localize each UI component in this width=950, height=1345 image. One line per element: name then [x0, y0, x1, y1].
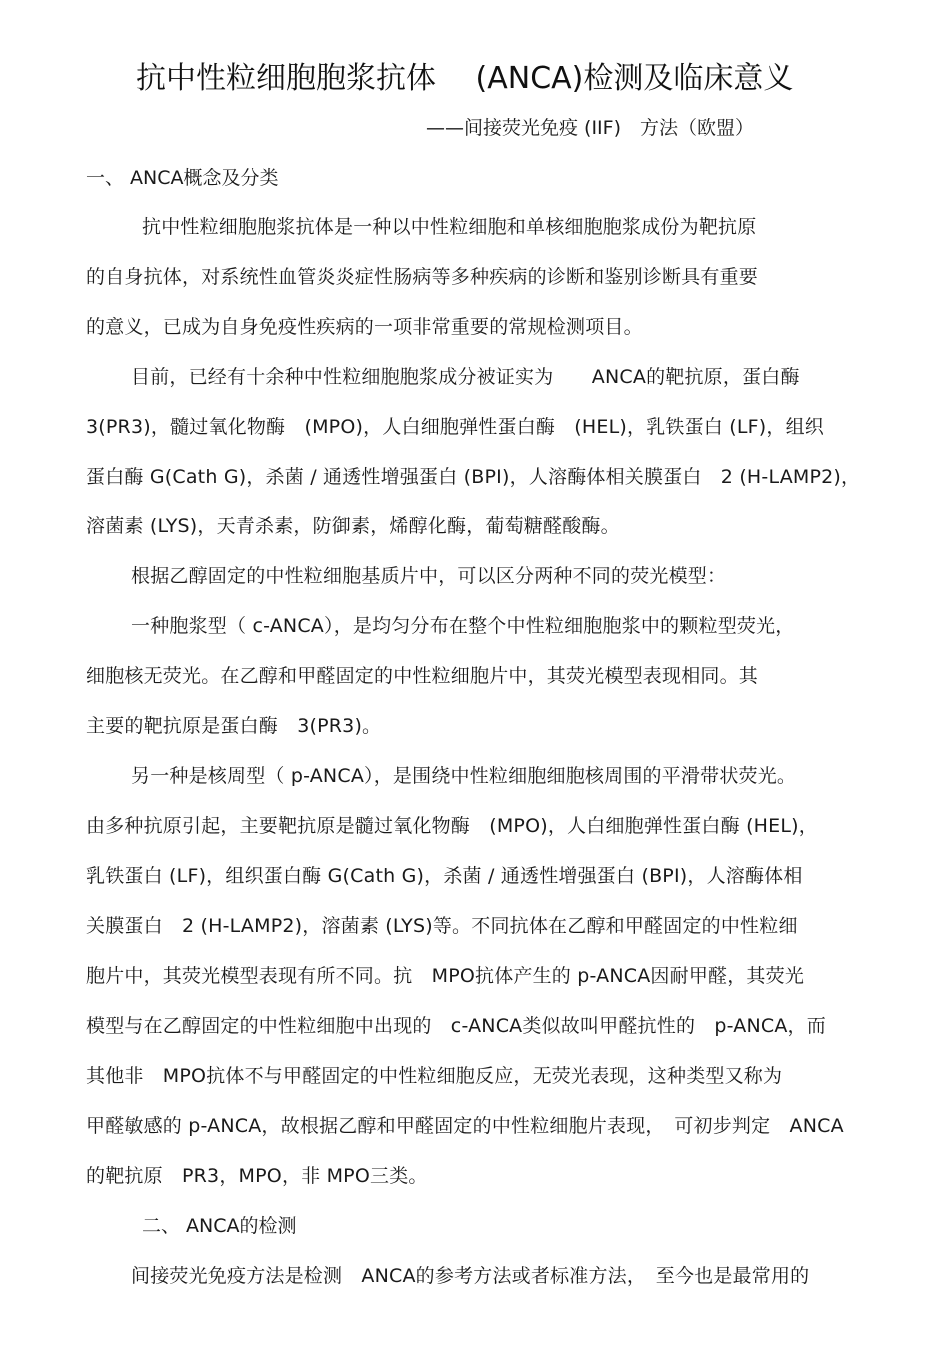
- paragraph-line: 乳铁蛋白 (LF)，组织蛋白酶 G(Cath G)，杀菌 / 通透性增强蛋白 (BPI)，人溶酶体相: [86, 865, 803, 887]
- paragraph-line: 的自身抗体，对系统性血管炎炎症性肠病等多种疾病的诊断和鉴别诊断具有重要: [86, 266, 759, 288]
- paragraph-line: 溶菌素 (LYS)，天青杀素，防御素，烯醇化酶，葡萄糖醛酸酶。: [86, 515, 620, 537]
- paragraph-line: 一种胞浆型（ c-ANCA），是均匀分布在整个中性粒细胞胞浆中的颗粒型荧光，: [131, 615, 795, 637]
- paragraph-line: 的靶抗原 PR3，MPO，非 MPO三类。: [86, 1165, 428, 1187]
- paragraph-line: 的意义，已成为自身免疫性疾病的一项非常重要的常规检测项目。: [86, 316, 643, 338]
- paragraph-line: 细胞核无荧光。在乙醇和甲醛固定的中性粒细胞片中，其荧光模型表现相同。其: [86, 665, 759, 687]
- paragraph-line: 根据乙醇固定的中性粒细胞基质片中，可以区分两种不同的荧光模型：: [131, 565, 727, 587]
- paragraph-line: 另一种是核周型（ p-ANCA），是围绕中性粒细胞细胞核周围的平滑带状荧光。: [131, 765, 797, 787]
- paragraph-line: 关膜蛋白 2 (H-LAMP2)，溶菌素 (LYS)等。不同抗体在乙醇和甲醛固定的中性粒细: [86, 915, 798, 937]
- paragraph-line: 蛋白酶 G(Cath G)，杀菌 / 通透性增强蛋白 (BPI)，人溶酶体相关膜蛋白 2 (H-LAMP2)，: [86, 466, 861, 488]
- paragraph-line: 目前，已经有十余种中性粒细胞胞浆成分被证实为 ANCA的靶抗原，蛋白酶: [131, 366, 800, 388]
- paragraph-line: 模型与在乙醇固定的中性粒细胞中出现的 c-ANCA类似故叫甲醛抗性的 p-ANCA，而: [86, 1015, 826, 1037]
- paragraph-line: 由多种抗原引起，主要靶抗原是髓过氧化物酶 (MPO)，人白细胞弹性蛋白酶 (HEL)，: [86, 815, 818, 837]
- paragraph-line: 其他非 MPO抗体不与甲醛固定的中性粒细胞反应，无荧光表现，这种类型又称为: [86, 1065, 783, 1087]
- paragraph-line: 间接荧光免疫方法是检测 ANCA的参考方法或者标准方法， 至今也是最常用的: [131, 1265, 810, 1287]
- document-subtitle: ——间接荧光免疫 (IIF) 方法（欧盟）: [426, 117, 755, 139]
- paragraph-line: 胞片中，其荧光模型表现有所不同。抗 MPO抗体产生的 p-ANCA因耐甲醛，其荧光: [86, 965, 805, 987]
- paragraph-line: 抗中性粒细胞胞浆抗体是一种以中性粒细胞和单核细胞胞浆成份为靶抗原: [142, 216, 757, 238]
- paragraph-line: 甲醛敏感的 p-ANCA，故根据乙醇和甲醛固定的中性粒细胞片表现， 可初步判定 ANCA: [86, 1115, 844, 1137]
- section-heading-2: 二、 ANCA的检测: [142, 1215, 297, 1237]
- section-heading-1: 一、 ANCA概念及分类: [86, 167, 279, 189]
- paragraph-line: 3(PR3)，髓过氧化物酶 (MPO)，人白细胞弹性蛋白酶 (HEL)，乳铁蛋白 (LF)，组织: [86, 416, 824, 438]
- paragraph-line: 主要的靶抗原是蛋白酶 3(PR3)。: [86, 715, 382, 737]
- document-title: 抗中性粒细胞胞浆抗体 (ANCA)检测及临床意义: [136, 61, 794, 96]
